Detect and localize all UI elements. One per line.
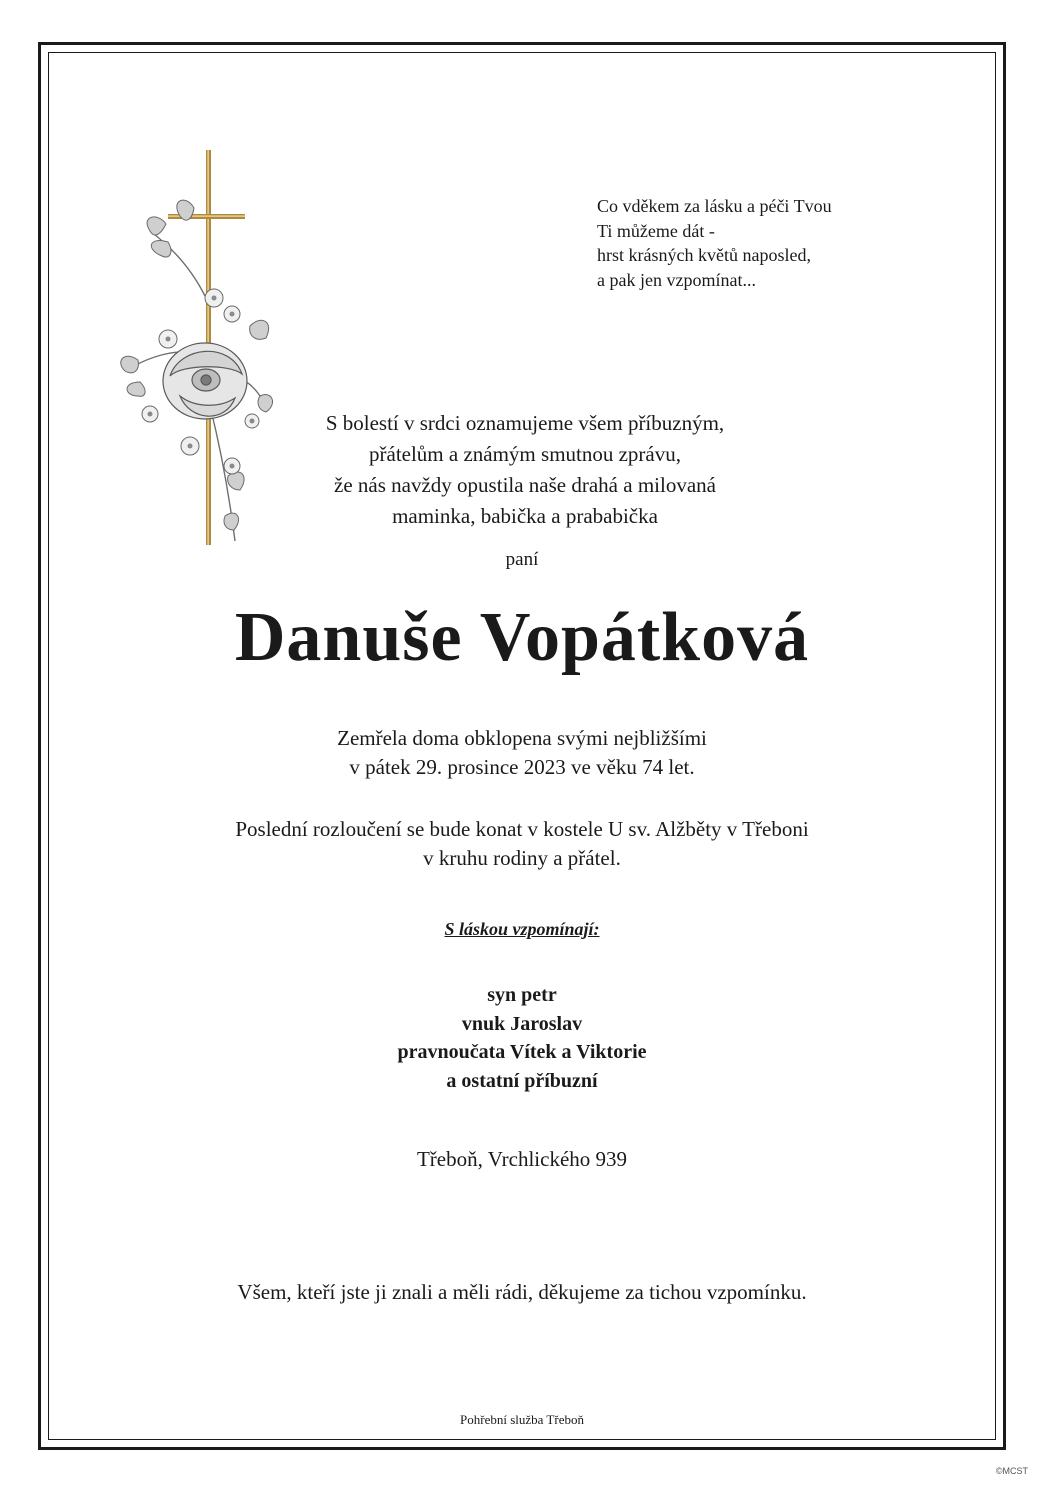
farewell-line: Poslední rozloučení se bude konat v kostele U sv. Alžběty v Třeboni <box>235 817 809 841</box>
poem-line: Co vděkem za lásku a péči Tvou <box>597 196 832 216</box>
poem <box>597 194 917 292</box>
farewell-line: v kruhu rodiny a přátel. <box>423 846 621 870</box>
mourner: pravnoučata Vítek a Viktorie <box>397 1041 647 1063</box>
poem-line: hrst krásných květů naposled, <box>597 245 811 265</box>
stamp-mark: ©MCST <box>995 1466 1028 1476</box>
death-details <box>50 724 994 782</box>
mourner: vnuk Jaroslav <box>461 1012 583 1035</box>
poem-line: a pak jen vzpomínat... <box>597 269 756 290</box>
poem-line: Ti můžeme dát - <box>597 220 715 241</box>
funeral-service-label: Pohřební služba Třeboň <box>460 1412 584 1427</box>
death-line: v pátek 29. prosince 2023 ve věku 74 let. <box>349 755 695 779</box>
mourner: syn petr <box>487 984 557 1006</box>
death-line: Zemřela doma obklopena svými nejbližšími <box>337 726 707 750</box>
honorific: paní <box>505 549 539 570</box>
deceased-name: Danuše Vopátková <box>234 599 810 676</box>
farewell-details <box>50 815 994 873</box>
intro-line: maminka, babička a prababička <box>392 504 658 528</box>
mourners-list <box>50 981 994 1095</box>
thanks-note: Všem, kteří jste ji znali a měli rádi, děkujeme za tichou vzpomínku. <box>237 1280 807 1304</box>
remember-title: S láskou vzpomínají: <box>444 919 600 939</box>
intro-line: že nás navždy opustila naše drahá a milovaná <box>334 473 716 497</box>
intro-line: přátelům a známým smutnou zprávu, <box>369 442 681 466</box>
intro-line: S bolestí v srdci oznamujeme všem příbuzným, <box>325 411 725 435</box>
mourner: a ostatní příbuzní <box>446 1069 598 1092</box>
address: Třeboň, Vrchlického 939 <box>416 1147 628 1171</box>
announcement-intro <box>250 408 800 532</box>
